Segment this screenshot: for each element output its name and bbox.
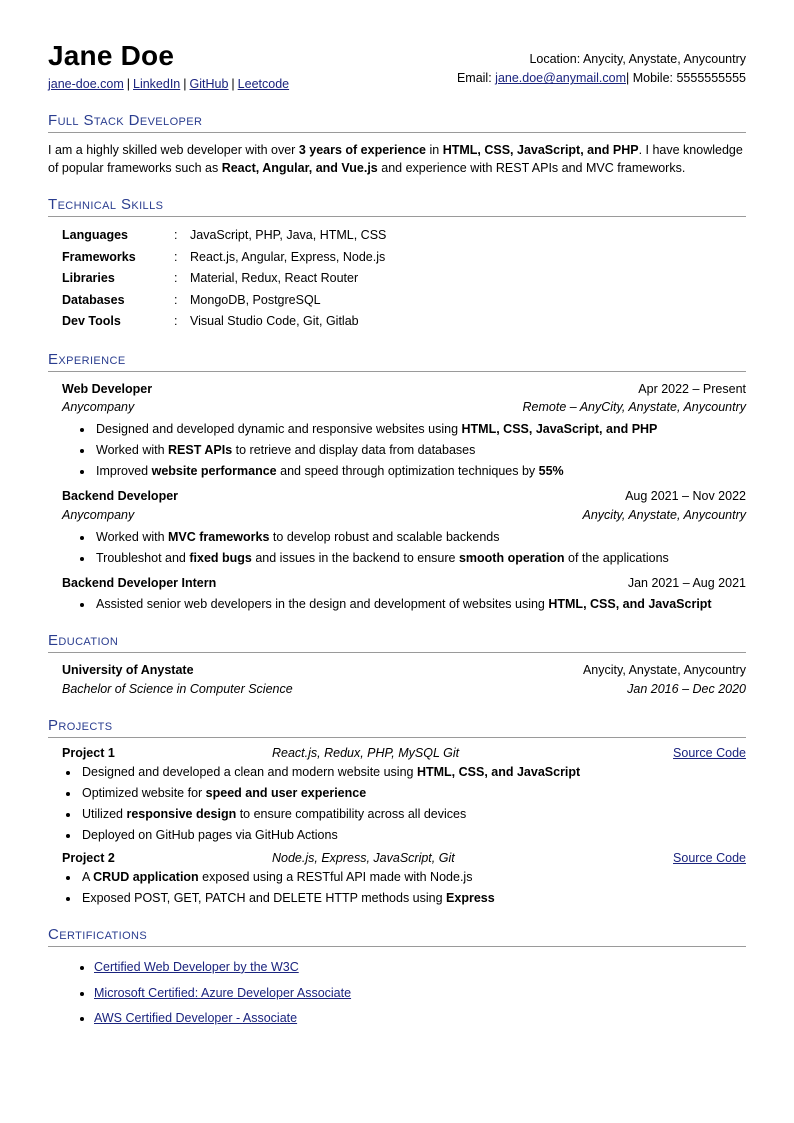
bullet-bold: HTML, CSS, JavaScript, and PHP bbox=[461, 422, 658, 437]
bullet-text: Troubleshot and bbox=[96, 550, 190, 565]
bullet-bold: Express bbox=[446, 890, 495, 905]
bullet-bold: REST APIs bbox=[168, 443, 233, 458]
skill-label: Databases bbox=[62, 292, 125, 307]
skill-value: Visual Studio Code, Git, Gitlab bbox=[190, 314, 359, 329]
skill-row bbox=[62, 247, 746, 269]
link-separator-1: | bbox=[126, 77, 130, 92]
project-entry bbox=[48, 851, 746, 908]
summary-part-4: and experience with REST APIs and MVC frameworks. bbox=[377, 161, 686, 176]
list-item bbox=[80, 763, 746, 782]
leetcode-link[interactable]: Leetcode bbox=[237, 77, 290, 92]
job-dates: Apr 2022 – Present bbox=[638, 381, 746, 396]
bullet-bold: HTML, CSS, and JavaScript bbox=[548, 597, 712, 612]
summary-part-1: I am a highly skilled web developer with over bbox=[48, 142, 299, 157]
skill-label: Libraries bbox=[62, 271, 115, 286]
list-item bbox=[80, 805, 746, 824]
project-tech: React.js, Redux, PHP, MySQL Git bbox=[272, 745, 460, 760]
certification-link[interactable]: Microsoft Certified: Azure Developer Associate bbox=[94, 985, 352, 1000]
school-name: University of Anystate bbox=[62, 663, 194, 678]
bullet-text-2: to ensure compatibility across all devices bbox=[236, 806, 467, 821]
education-entry-header bbox=[62, 661, 746, 680]
location-line: Location: Anycity, Anystate, Anycountry bbox=[529, 52, 746, 66]
link-separator-3: | bbox=[231, 77, 235, 92]
job-title: Backend Developer bbox=[62, 489, 179, 504]
rule-certifications bbox=[48, 946, 746, 947]
project-header bbox=[62, 851, 746, 865]
list-item bbox=[94, 955, 746, 981]
skill-row bbox=[62, 311, 746, 333]
bullet-bold-2: smooth operation bbox=[458, 550, 565, 565]
bullet-bold: fixed bugs bbox=[189, 550, 252, 565]
bullet-text: Optimized website for bbox=[82, 785, 206, 800]
certification-link[interactable]: AWS Certified Developer - Associate bbox=[94, 1011, 298, 1026]
project-bullets bbox=[48, 868, 746, 908]
experience-entry bbox=[62, 487, 746, 568]
summary-bold-3: React, Angular, and Vue.js bbox=[221, 161, 378, 176]
bullet-text: Worked with bbox=[96, 529, 169, 544]
job-company: Anycompany bbox=[62, 400, 135, 415]
bullet-text: Assisted senior web developers in the design and development of websites using bbox=[96, 597, 549, 612]
bullet-bold: HTML, CSS, and JavaScript bbox=[416, 764, 581, 779]
section-heading-certifications: Certifications bbox=[48, 925, 148, 943]
section-heading-experience: Experience bbox=[48, 350, 126, 368]
education-entry-subheader bbox=[62, 680, 746, 699]
bullet-bold-2: 55% bbox=[538, 464, 564, 479]
experience-entry-header bbox=[62, 487, 746, 506]
summary-part-2: in bbox=[426, 142, 443, 157]
contact-block bbox=[457, 40, 746, 89]
job-bullets bbox=[62, 595, 746, 614]
page-title: Jane Doe bbox=[48, 40, 175, 71]
experience-entry bbox=[62, 574, 746, 615]
email-line bbox=[457, 69, 746, 88]
bullet-text: Designed and developed a clean and modern website using bbox=[82, 764, 417, 779]
school-location: Anycity, Anystate, Anycountry bbox=[582, 663, 746, 678]
email-label: Email: bbox=[456, 71, 492, 86]
skill-label: Dev Tools bbox=[62, 314, 121, 329]
list-item bbox=[94, 420, 746, 439]
skill-colon: : bbox=[174, 249, 178, 264]
project-source-link[interactable]: Source Code bbox=[673, 745, 746, 760]
bullet-bold: CRUD application bbox=[93, 869, 199, 884]
job-bullets bbox=[62, 528, 746, 568]
summary-part-3: . I have knowledge of popular frameworks such as bbox=[48, 142, 743, 176]
linkedin-link[interactable]: LinkedIn bbox=[133, 77, 181, 92]
role-title: Full Stack Developer bbox=[48, 111, 203, 129]
resume-header bbox=[48, 40, 746, 94]
rule-experience bbox=[48, 371, 746, 372]
bullet-text: A bbox=[82, 869, 94, 884]
job-title: Web Developer bbox=[62, 381, 153, 396]
list-item bbox=[94, 462, 746, 481]
education-entry bbox=[62, 661, 746, 699]
bullet-text-3: of the applications bbox=[564, 550, 669, 565]
rule-skills bbox=[48, 216, 746, 217]
bullet-bold: MVC frameworks bbox=[168, 529, 270, 544]
link-separator-2: | bbox=[183, 77, 187, 92]
bullet-text-2: exposed using a RESTful API made with Node.js bbox=[198, 869, 473, 884]
github-link[interactable]: GitHub bbox=[189, 77, 229, 92]
job-location: Remote – AnyCity, Anystate, Anycountry bbox=[522, 400, 746, 415]
list-item bbox=[94, 528, 746, 547]
skill-label: Languages bbox=[62, 228, 128, 243]
job-company: Anycompany bbox=[62, 507, 135, 522]
skill-row bbox=[62, 268, 746, 290]
skill-value: React.js, Angular, Express, Node.js bbox=[190, 249, 386, 264]
skill-label: Frameworks bbox=[62, 249, 136, 264]
job-dates: Jan 2021 – Aug 2021 bbox=[627, 575, 746, 590]
education-dates: Jan 2016 – Dec 2020 bbox=[627, 682, 746, 697]
degree-name: Bachelor of Science in Computer Science bbox=[62, 682, 293, 697]
bullet-text: Designed and developed dynamic and responsive websites using bbox=[96, 422, 462, 437]
experience-entry-subheader bbox=[62, 506, 746, 525]
list-item bbox=[94, 981, 746, 1007]
bullet-bold: speed and user experience bbox=[205, 785, 367, 800]
project-title: Project 1 bbox=[62, 745, 115, 760]
project-title: Project 2 bbox=[62, 850, 115, 865]
section-heading-education: Education bbox=[48, 632, 119, 650]
section-heading-skills: Technical Skills bbox=[48, 196, 164, 214]
bullet-text: Worked with bbox=[96, 443, 169, 458]
bullet-text: Exposed POST, GET, PATCH and DELETE HTTP methods using bbox=[82, 890, 447, 905]
bullet-text: Improved bbox=[96, 464, 152, 479]
job-title: Backend Developer Intern bbox=[62, 575, 217, 590]
skill-colon: : bbox=[174, 292, 178, 307]
header-links bbox=[48, 76, 289, 94]
project-header bbox=[62, 746, 746, 760]
skill-colon: : bbox=[174, 271, 178, 286]
bullet-bold: responsive design bbox=[126, 806, 237, 821]
experience-entry-header bbox=[62, 380, 746, 399]
skills-list bbox=[62, 225, 746, 333]
job-location: Anycity, Anystate, Anycountry bbox=[582, 507, 746, 522]
list-item bbox=[94, 441, 746, 460]
list-item bbox=[80, 868, 746, 887]
bullet-text-2: to develop robust and scalable backends bbox=[269, 529, 500, 544]
summary-bold-1: 3 years of experience bbox=[298, 142, 426, 157]
job-dates: Aug 2021 – Nov 2022 bbox=[625, 489, 746, 504]
list-item bbox=[80, 889, 746, 908]
skill-value: MongoDB, PostgreSQL bbox=[190, 292, 321, 307]
rule-role bbox=[48, 132, 746, 133]
list-item bbox=[94, 549, 746, 568]
bullet-text: Deployed on GitHub pages via GitHub Actions bbox=[82, 827, 338, 842]
skill-value: Material, Redux, React Router bbox=[190, 271, 359, 286]
bullet-bold: website performance bbox=[151, 464, 277, 479]
skill-row bbox=[62, 290, 746, 312]
list-item bbox=[94, 595, 746, 614]
identity-block bbox=[48, 40, 289, 94]
list-item bbox=[94, 1006, 746, 1032]
certification-link[interactable]: Certified Web Developer by the W3C bbox=[94, 959, 299, 974]
experience-entry-header bbox=[62, 574, 746, 593]
bullet-text-2: and issues in the backend to ensure bbox=[251, 550, 459, 565]
bullet-text-2: to retrieve and display data from databases bbox=[232, 443, 476, 458]
bullet-text: Utilized bbox=[82, 806, 127, 821]
certifications-list bbox=[48, 955, 746, 1032]
skill-colon: : bbox=[174, 228, 178, 243]
email-link[interactable]: jane.doe@anymail.com bbox=[495, 71, 626, 86]
list-item bbox=[80, 826, 746, 845]
skill-value: JavaScript, PHP, Java, HTML, CSS bbox=[190, 228, 387, 243]
mobile-line: | Mobile: 5555555555 bbox=[625, 71, 746, 86]
experience-entry bbox=[62, 380, 746, 482]
website-link[interactable]: jane-doe.com bbox=[48, 77, 124, 92]
summary-text bbox=[48, 141, 746, 179]
rule-projects bbox=[48, 737, 746, 738]
skill-row bbox=[62, 225, 746, 247]
section-heading-projects: Projects bbox=[48, 716, 113, 734]
bullet-text-2: and speed through optimization techniques by bbox=[276, 464, 539, 479]
job-bullets bbox=[62, 420, 746, 481]
list-item bbox=[80, 784, 746, 803]
project-source-link[interactable]: Source Code bbox=[673, 850, 746, 865]
summary-bold-2: HTML, CSS, JavaScript, and PHP bbox=[442, 142, 639, 157]
experience-entry-subheader bbox=[62, 398, 746, 417]
project-tech: Node.js, Express, JavaScript, Git bbox=[272, 850, 455, 865]
project-entry bbox=[48, 746, 746, 845]
project-bullets bbox=[48, 763, 746, 845]
rule-education bbox=[48, 652, 746, 653]
skill-colon: : bbox=[174, 314, 178, 329]
